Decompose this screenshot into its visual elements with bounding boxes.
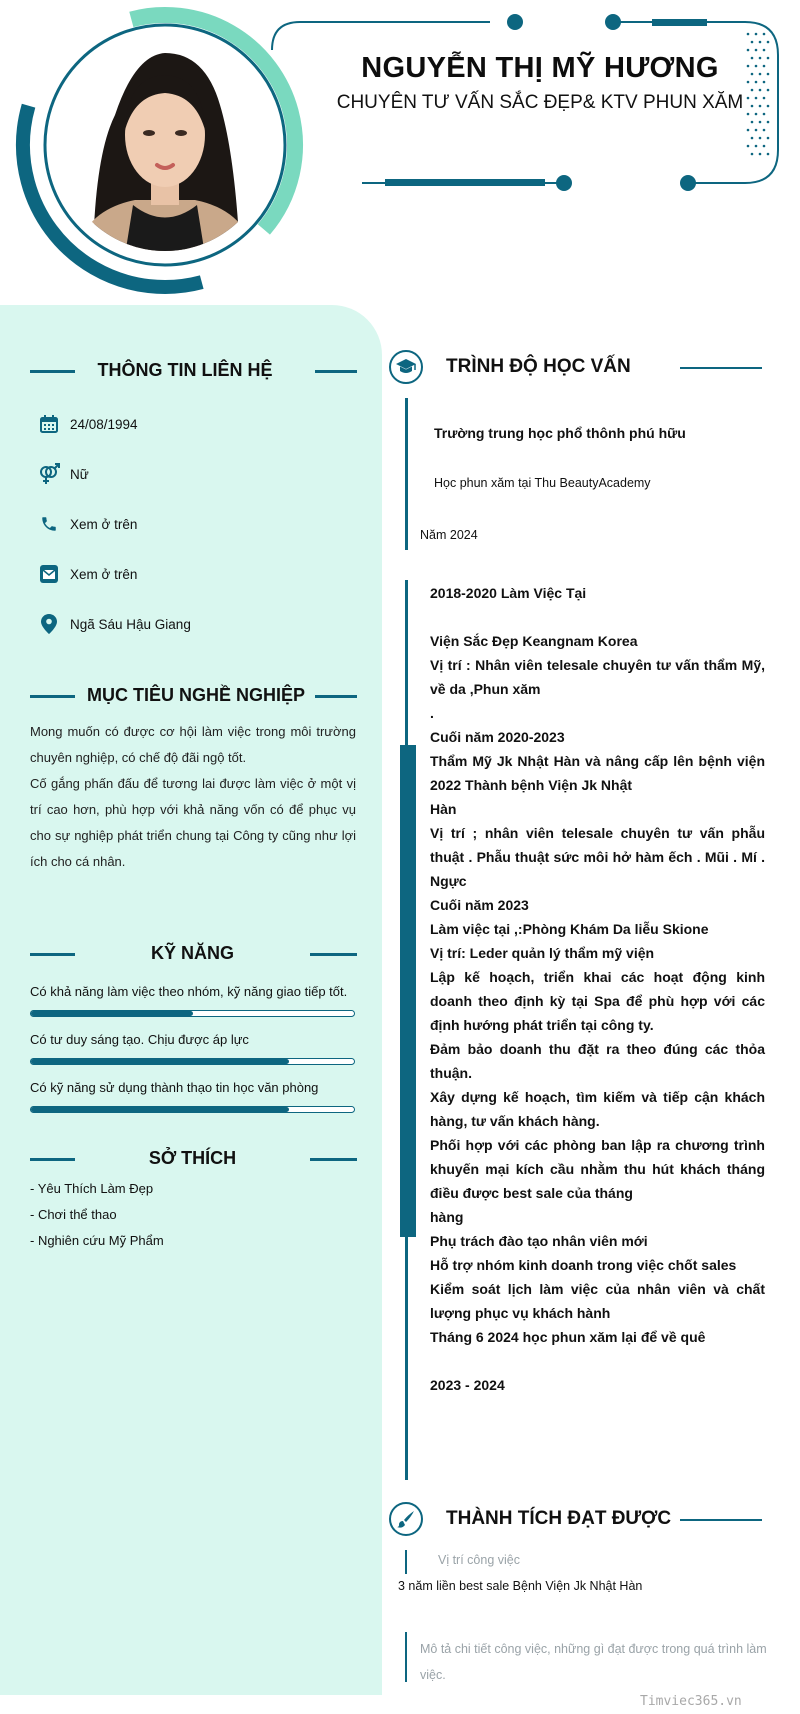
experience-line: Đảm bảo doanh thu đặt ra theo đúng các thỏa thuận. — [430, 1041, 765, 1081]
contact-email — [38, 562, 137, 586]
timeline-line — [405, 1632, 407, 1682]
divider — [680, 1519, 762, 1521]
education-description: Học phun xăm tại Thu BeautyAcademy — [434, 476, 651, 490]
skill-bar-fill — [31, 1059, 289, 1064]
contact-birthday-text: 24/08/1994 — [70, 416, 138, 432]
experience-line: Hỗ trợ nhóm kinh doanh trong việc chốt sales — [430, 1257, 737, 1273]
achievements-badge — [389, 1502, 423, 1536]
watermark: Timviec365.vn — [640, 1694, 742, 1709]
experience-line: Vị trí : Nhân viên telesale chuyên tư vấn thẩm Mỹ, về da ,Phun xăm — [430, 657, 765, 697]
achievement-description: Mô tả chi tiết công việc, những gì đạt được trong quá trình làm việc. — [420, 1642, 767, 1682]
skill-bar — [30, 1010, 355, 1017]
experience-line: Lập kế hoạch, triển khai các hoạt động kinh doanh theo định kỳ tại Spa để phù hợp với các định hướng phát triển tại công ty. — [430, 969, 765, 1033]
experience-line: Thẩm Mỹ Jk Nhật Hàn và nâng cấp lên bệnh viện 2022 Thành bệnh Viện Jk Nhật — [430, 753, 765, 793]
contact-title: THÔNG TIN LIÊN HỆ — [97, 360, 273, 380]
objective-title: MỤC TIÊU NGHỀ NGHIỆP — [86, 685, 305, 705]
divider — [30, 1158, 75, 1161]
experience-line: Viện Sắc Đẹp Keangnam Korea — [430, 633, 638, 649]
experience-line: 2018-2020 Làm Việc Tại — [430, 585, 587, 601]
contact-address-text: Ngã Sáu Hậu Giang — [70, 616, 191, 632]
experience-line: Làm việc tại ,:Phòng Khám Da liễu Skione — [430, 921, 709, 937]
calendar-icon — [38, 413, 60, 435]
experience-line: Kiểm soát lịch làm việc của nhân viên và chất lượng phục vụ khách hành — [430, 1281, 765, 1321]
divider — [30, 370, 75, 373]
education-title: TRÌNH ĐỘ HỌC VẤN — [446, 356, 631, 377]
achievement-text: 3 năm liền best sale Bệnh Viện Jk Nhật Hàn — [398, 1579, 643, 1593]
brush-icon — [396, 1509, 416, 1529]
candidate-role: CHUYÊN TƯ VẤN SẮC ĐẸP& KTV PHUN XĂM — [336, 92, 744, 113]
contact-phone-text: Xem ở trên — [70, 516, 138, 532]
experience-line: 2023 - 2024 — [430, 1377, 505, 1393]
contact-phone — [38, 512, 137, 536]
hobby-item: - Chơi thể thao — [30, 1207, 117, 1222]
email-icon — [38, 563, 60, 585]
experience-line — [430, 1349, 765, 1373]
divider — [315, 695, 357, 698]
location-icon — [38, 613, 60, 635]
graduation-cap-icon — [395, 358, 417, 376]
divider — [310, 1158, 357, 1161]
skill-label: Có khả năng làm việc theo nhóm, kỹ năng giao tiếp tốt. — [30, 984, 348, 999]
experience-line: Cuối năm 2020-2023 — [430, 729, 565, 745]
contact-address — [38, 612, 191, 636]
timeline-line — [405, 1550, 407, 1574]
contact-gender — [38, 462, 89, 486]
skills-title: KỸ NĂNG — [150, 943, 234, 963]
experience-line: Vị trí ; nhân viên telesale chuyên tư vấn phẫu thuật . Phẫu thuật sức môi hở hàm ếch . Mũi . Mí . Ngực — [430, 825, 765, 889]
achievements-title: THÀNH TÍCH ĐẠT ĐƯỢC — [446, 1508, 672, 1529]
experience-list — [430, 581, 765, 1397]
hobby-item: - Yêu Thích Làm Đẹp — [30, 1181, 154, 1196]
achievement-position: Vị trí công việc — [438, 1553, 520, 1567]
skill-bar-fill — [31, 1011, 193, 1016]
hobby-item: - Nghiên cứu Mỹ Phẩm — [30, 1233, 164, 1248]
objective-paragraph: Cố gắng phấn đấu để tương lai được làm việc ở một vị trí cao hơn, phù hợp với khả năng vốn có để phục vụ cho sự nghiệp phát triển chung tại Công ty cũng như lợi ích cho cá nhân. — [30, 776, 356, 869]
objective-paragraph: Mong muốn có được cơ hội làm việc trong môi trường chuyên nghiệp, có chế độ đãi ngộ tốt. — [30, 724, 356, 765]
experience-line: Phối hợp với các phòng ban lập ra chương trình khuyến mại kích cầu nhằm thu hút khách tháng điều được best sale của tháng — [430, 1137, 765, 1201]
divider — [680, 367, 762, 369]
skill-bar-fill — [31, 1107, 289, 1112]
contact-email-text: Xem ở trên — [70, 566, 138, 582]
experience-line: Cuối năm 2023 — [430, 897, 529, 913]
skill-bar — [30, 1106, 355, 1113]
gender-icon — [38, 463, 60, 485]
phone-icon — [38, 513, 60, 535]
divider — [30, 953, 75, 956]
experience-line: Tháng 6 2024 học phun xăm lại để về quê — [430, 1329, 706, 1345]
experience-line: . — [430, 705, 434, 721]
profile-photo — [55, 35, 275, 255]
divider — [315, 370, 357, 373]
skill-label: Có kỹ năng sử dụng thành thạo tin học văn phòng — [30, 1080, 319, 1095]
experience-line: Vị trí: Leder quản lý thẩm mỹ viện — [430, 945, 655, 961]
hobbies-title: SỞ THÍCH — [148, 1148, 237, 1168]
divider — [310, 953, 357, 956]
experience-line: Phụ trách đào tạo nhân viên mới — [430, 1233, 648, 1249]
education-school: Trường trung học phổ thônh phú hữu — [434, 425, 686, 441]
candidate-name: NGUYỄN THỊ MỸ HƯƠNG — [361, 52, 719, 84]
timeline-line — [405, 398, 408, 550]
experience-line: hàng — [430, 1209, 464, 1225]
contact-gender-text: Nữ — [70, 466, 89, 482]
experience-line — [430, 605, 765, 629]
divider — [30, 695, 75, 698]
skill-bar — [30, 1058, 355, 1065]
education-year: Năm 2024 — [420, 528, 478, 542]
experience-line: Xây dựng kế hoạch, tìm kiếm và tiếp cận khách hàng, tư vấn khách hàng. — [430, 1089, 765, 1129]
experience-line: Hàn — [430, 801, 457, 817]
education-badge — [389, 350, 423, 384]
timeline-highlight — [400, 745, 416, 1237]
skill-label: Có tư duy sáng tạo. Chịu được áp lực — [30, 1032, 249, 1047]
contact-birthday — [38, 412, 138, 436]
